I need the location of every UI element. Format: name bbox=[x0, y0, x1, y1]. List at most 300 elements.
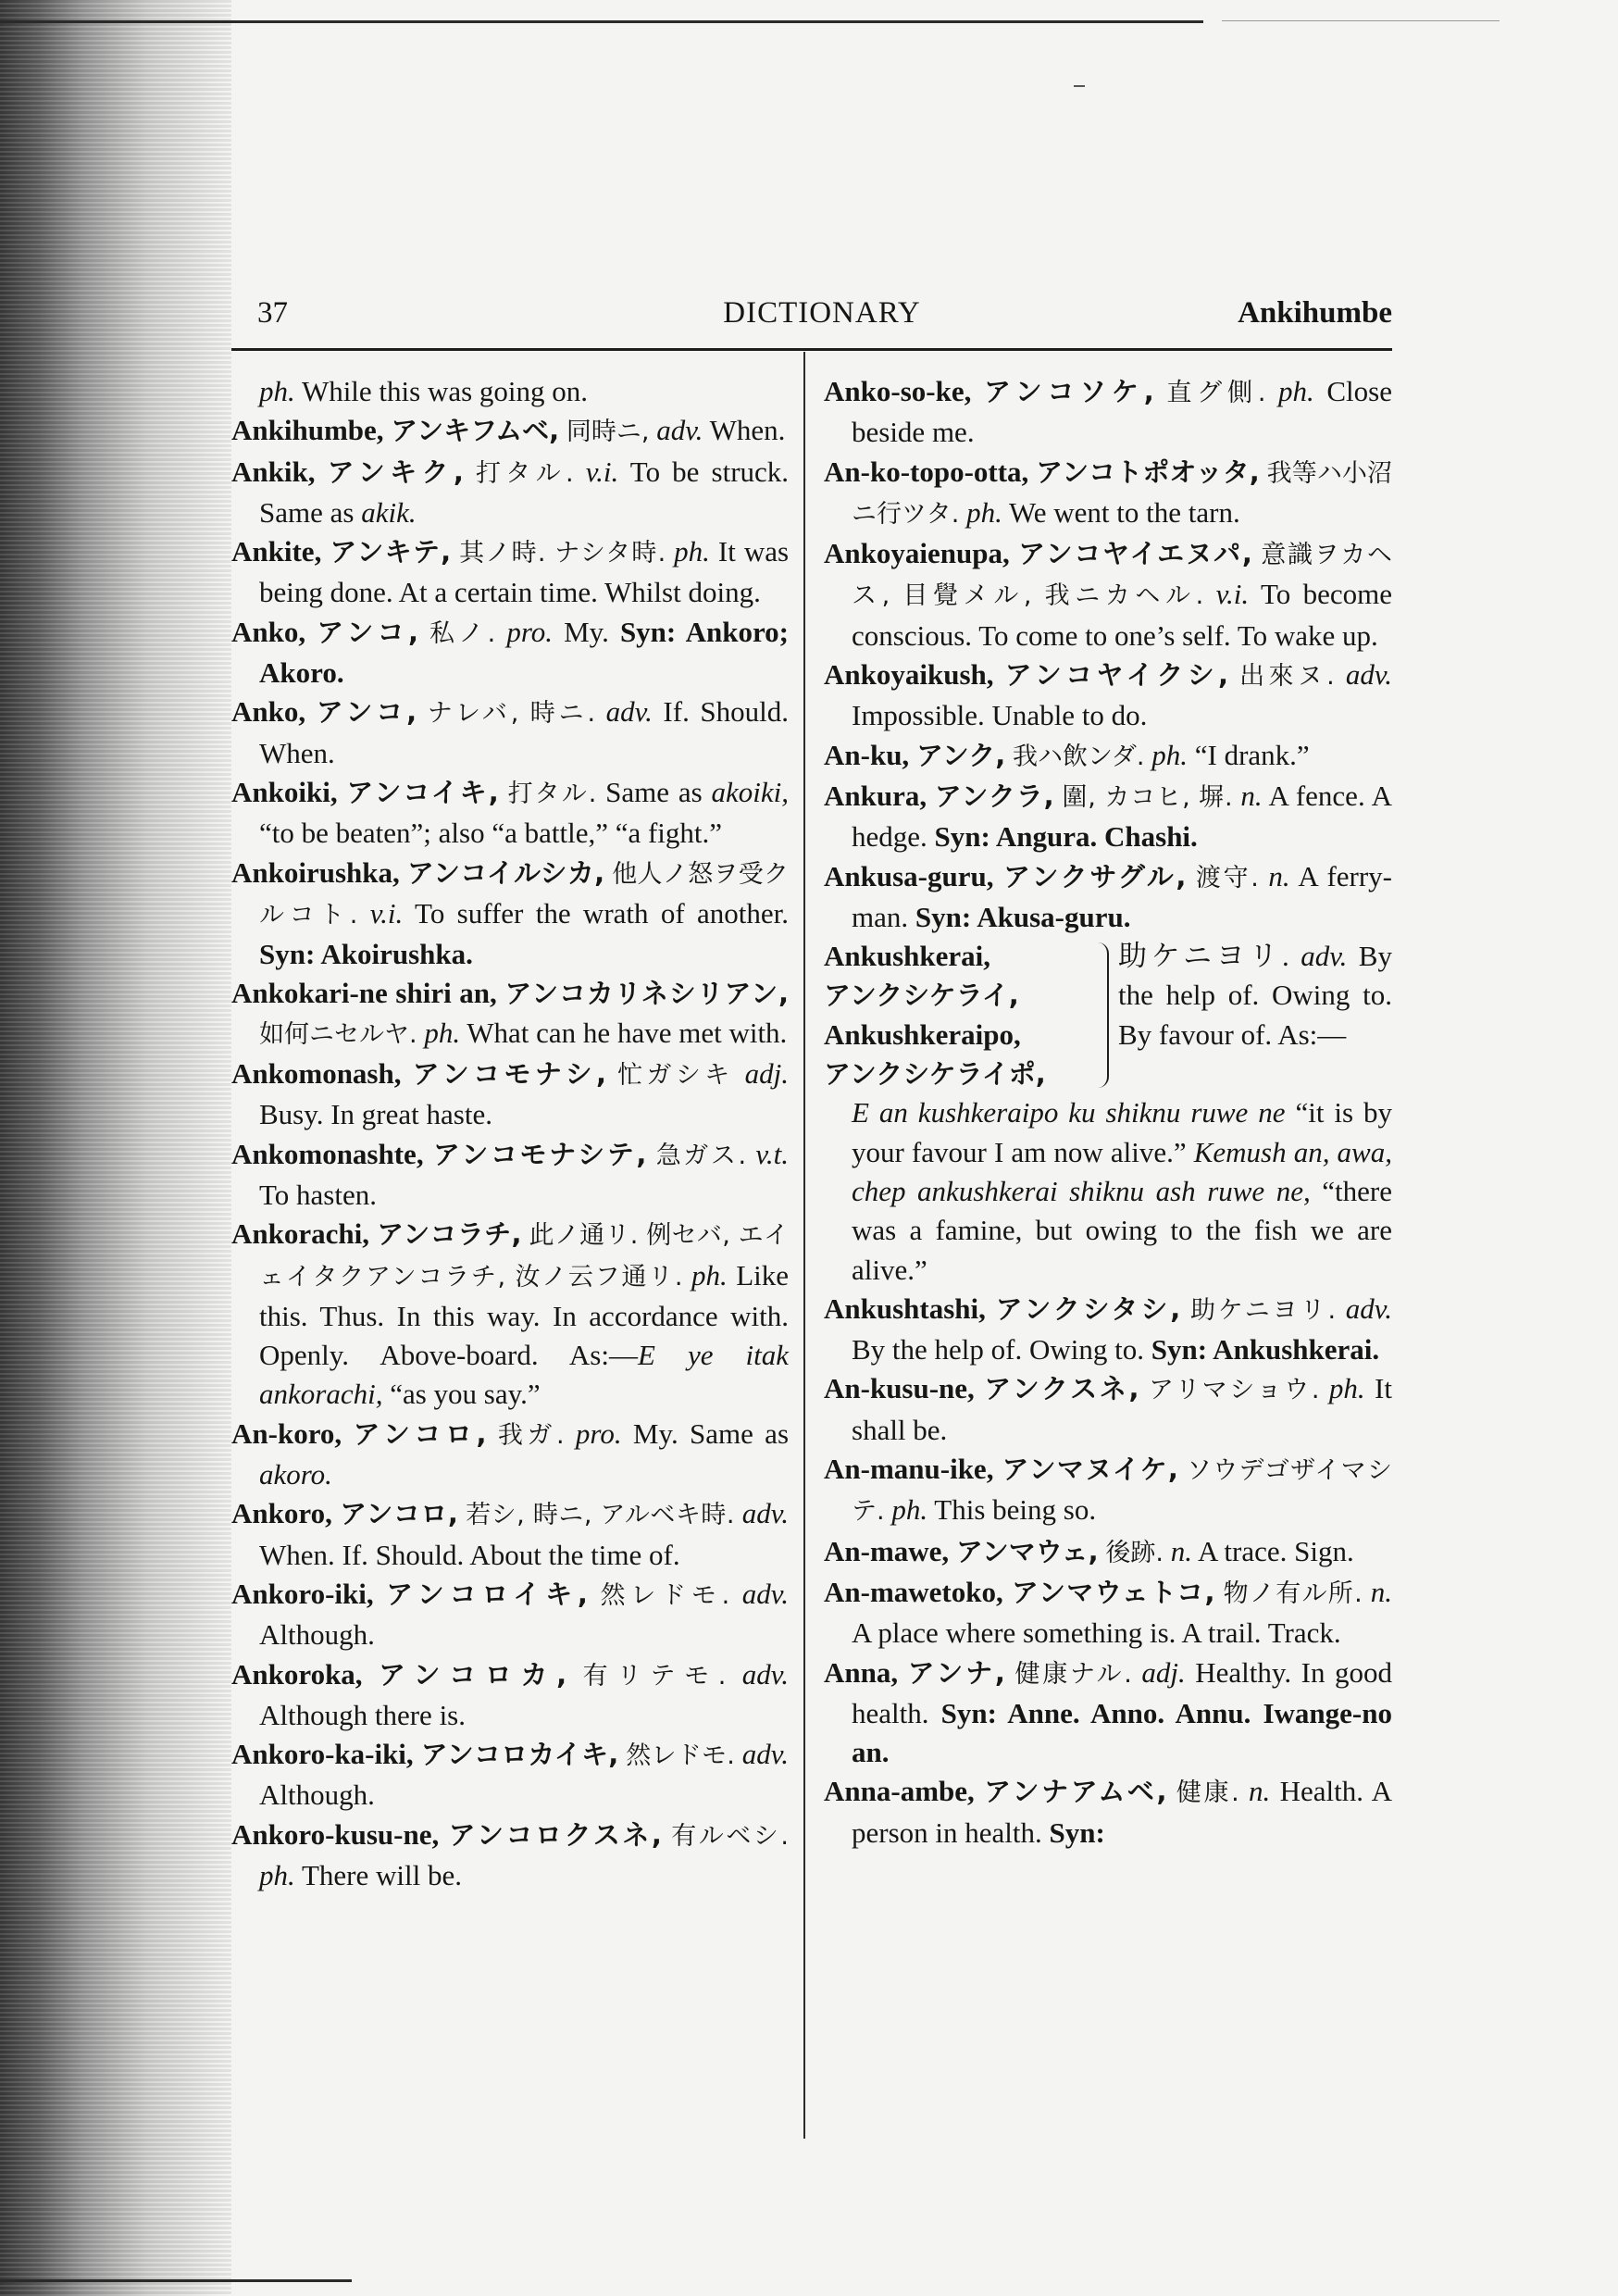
italic-text: v.i. bbox=[585, 455, 619, 488]
japanese-gloss: 我等ハ小沼ニ行ツタ. bbox=[852, 458, 1393, 529]
guide-word: Ankihumbe bbox=[1238, 296, 1392, 330]
japanese-gloss: 有リテモ. bbox=[582, 1661, 727, 1691]
definition-text bbox=[559, 414, 566, 446]
definition-text: Close beside me. bbox=[852, 375, 1392, 449]
japanese-gloss: アリマショウ. bbox=[1149, 1376, 1320, 1405]
definition-text bbox=[1003, 1576, 1012, 1608]
definition-text bbox=[1139, 1372, 1149, 1404]
definition-text bbox=[1239, 1775, 1249, 1807]
dictionary-entry bbox=[231, 411, 789, 452]
japanese-gloss: 圍, カコヒ, 塀. bbox=[1062, 782, 1233, 812]
headword: Ankoyaienupa, bbox=[824, 537, 1010, 570]
definition-text bbox=[315, 455, 327, 488]
dictionary-entry bbox=[824, 534, 1392, 655]
headword: An-mawetoko, bbox=[824, 1575, 1003, 1608]
column-divider bbox=[803, 352, 805, 2139]
scan-bottom-edge bbox=[0, 2279, 352, 2282]
dictionary-entry bbox=[824, 1653, 1392, 1773]
definition-text: Health. A person in health. bbox=[852, 1775, 1393, 1849]
dictionary-entry bbox=[824, 1772, 1392, 1853]
definition-text bbox=[342, 1417, 353, 1450]
definition-text bbox=[1132, 1656, 1142, 1689]
definition-text bbox=[439, 1818, 448, 1851]
dictionary-entry bbox=[231, 1655, 789, 1736]
definition-text bbox=[1028, 455, 1036, 488]
katakana-reading: アンコロイキ, bbox=[386, 1578, 588, 1610]
definition-text bbox=[1178, 1453, 1187, 1485]
italic-text: pro. bbox=[506, 615, 553, 648]
italic-text: adv. bbox=[741, 1657, 789, 1691]
katakana-reading: アンマウェ, bbox=[955, 1535, 1099, 1567]
definition-text bbox=[1203, 578, 1215, 610]
brace-headword-kana: アンクシケライ, bbox=[824, 980, 1019, 1012]
italic-text: v.i. bbox=[369, 896, 404, 930]
japanese-gloss: 後跡. bbox=[1105, 1538, 1164, 1567]
italic-text: ph. bbox=[891, 1493, 928, 1527]
definition-text: “I drank.” bbox=[1187, 738, 1310, 771]
definition-text bbox=[369, 1217, 377, 1250]
definition-text bbox=[499, 776, 508, 808]
headword: Syn: Ankoro; Akoro. bbox=[259, 615, 789, 690]
definition-text bbox=[321, 535, 330, 568]
definition-text bbox=[604, 856, 612, 889]
katakana-reading: アンキク, bbox=[327, 455, 464, 488]
dictionary-entry bbox=[231, 773, 789, 854]
definition-text: A ferry-man. bbox=[852, 859, 1393, 933]
dictionary-entry bbox=[231, 1494, 789, 1575]
katakana-reading: アンコイルシカ, bbox=[406, 856, 605, 889]
italic-text: ph. bbox=[1328, 1372, 1365, 1405]
definition-text bbox=[495, 616, 506, 648]
definition-text: There will be. bbox=[294, 1858, 462, 1891]
header-rule bbox=[231, 348, 1392, 351]
italic-text: ph. bbox=[674, 535, 710, 568]
definition-text bbox=[521, 1217, 529, 1250]
definition-text: “there was a famine, but owing to the fish we are alive.” bbox=[852, 1174, 1393, 1286]
headword: Ankusa-guru, bbox=[824, 859, 994, 892]
japanese-gloss: 我ハ飲ンダ. bbox=[1012, 742, 1145, 771]
right-entry-list-top bbox=[824, 372, 1392, 937]
definition-text bbox=[363, 1658, 379, 1691]
definition-text bbox=[1164, 1535, 1171, 1567]
japanese-gloss: 私ノ. bbox=[429, 618, 496, 648]
italic-text: adv. bbox=[1345, 658, 1393, 692]
japanese-gloss: 出來ヌ. bbox=[1239, 662, 1335, 692]
entry-continuation bbox=[231, 372, 789, 411]
definition-text bbox=[402, 1057, 413, 1090]
scan-top-edge-faint bbox=[1222, 20, 1500, 21]
definition-text: To be struck. Same as bbox=[259, 455, 790, 529]
japanese-gloss: 渡守. bbox=[1195, 863, 1259, 892]
katakana-reading: アンコモナシ, bbox=[412, 1058, 607, 1091]
definition-text bbox=[357, 897, 369, 930]
katakana-reading: アンク, bbox=[915, 739, 1006, 771]
dictionary-entry bbox=[824, 777, 1392, 857]
definition-text bbox=[1005, 1656, 1015, 1689]
right-entry-list-bottom bbox=[824, 1290, 1392, 1853]
katakana-reading: アンコヤイエヌパ, bbox=[1018, 538, 1252, 570]
italic-text: adv. bbox=[741, 1497, 789, 1530]
italic-text: adj. bbox=[744, 1057, 790, 1091]
headword: Ankomonashte, bbox=[231, 1137, 424, 1170]
katakana-reading: アンコヤイクシ, bbox=[1004, 659, 1229, 692]
definition-text: A trace. Sign. bbox=[1191, 1534, 1354, 1567]
italic-text: adv. bbox=[741, 1577, 789, 1610]
katakana-reading: アンコカリネシリアン, bbox=[504, 978, 790, 1010]
italic-text: E ye itak ankorachi, bbox=[259, 1339, 789, 1411]
italic-text: ph. bbox=[259, 1858, 295, 1891]
definition-text bbox=[1180, 1292, 1190, 1325]
definition-text bbox=[418, 616, 429, 648]
headword: Ankoyaikush, bbox=[824, 658, 994, 692]
definition-text bbox=[959, 496, 966, 529]
scan-gutter-shadow bbox=[0, 0, 231, 2296]
italic-text: adv. bbox=[605, 695, 653, 729]
definition-text: It shall be. bbox=[852, 1372, 1392, 1446]
dictionary-entry bbox=[231, 1575, 789, 1655]
definition-text bbox=[1289, 940, 1301, 972]
definition-text: To suffer the wrath of another. bbox=[403, 896, 789, 930]
definition-text: A place where something is. A trail. Track. bbox=[852, 1616, 1341, 1650]
definition-text: “to be beaten”; also “a battle,” “a fight.” bbox=[259, 817, 723, 850]
italic-text: n. bbox=[1240, 779, 1263, 812]
katakana-reading: アンコ, bbox=[316, 696, 417, 729]
katakana-reading: アンコロ, bbox=[353, 1417, 487, 1450]
definition-text: Although there is. bbox=[259, 1698, 466, 1731]
japanese-gloss: 此ノ通リ. 例セバ, エイェイタクアンコラチ, 汝ノ云フ通リ. bbox=[259, 1221, 789, 1292]
brace-headword-kana: アンクシケライポ, bbox=[824, 1058, 1046, 1091]
katakana-reading: アンナアムベ, bbox=[984, 1776, 1167, 1808]
dictionary-entry bbox=[231, 1135, 789, 1216]
definition-text bbox=[332, 1497, 340, 1529]
japanese-gloss: 然レドモ. bbox=[626, 1741, 735, 1771]
brace-definition bbox=[1118, 937, 1392, 1093]
definition-text: Although. bbox=[259, 1778, 375, 1812]
left-entry-list bbox=[231, 372, 789, 1895]
definition-text: To hasten. bbox=[259, 1178, 377, 1211]
running-header bbox=[252, 293, 1392, 337]
definition-text: Impossible. Unable to do. bbox=[852, 699, 1148, 732]
dictionary-entry bbox=[824, 736, 1392, 777]
italic-text: akik. bbox=[361, 495, 417, 529]
definition-text bbox=[1167, 1775, 1176, 1807]
definition-text: It was being done. At a certain time. Whilst doing. bbox=[259, 535, 790, 609]
katakana-reading: アンコロクスネ, bbox=[448, 1818, 662, 1851]
japanese-gloss: ナレバ, 時ニ. bbox=[427, 699, 596, 729]
definition-text bbox=[400, 856, 407, 889]
japanese-gloss: 打タル. bbox=[475, 458, 574, 488]
katakana-reading: アンクサグル, bbox=[1002, 860, 1187, 892]
definition-text bbox=[424, 1138, 433, 1170]
definition-text bbox=[986, 1292, 996, 1325]
scan-speck bbox=[1074, 85, 1085, 87]
headword: Ankushtashi, bbox=[824, 1292, 986, 1325]
japanese-gloss: 直グ側. bbox=[1166, 379, 1266, 407]
headword: Anna, bbox=[824, 1655, 899, 1689]
headword: Ankik, bbox=[231, 455, 316, 488]
headword: Ankura, bbox=[824, 779, 927, 812]
japanese-gloss: 物ノ有ル所. bbox=[1223, 1578, 1363, 1608]
japanese-gloss: 然レドモ. bbox=[600, 1580, 730, 1610]
dictionary-entry bbox=[231, 1735, 789, 1816]
definition-text bbox=[994, 860, 1003, 892]
brace-headword: Ankushkeraipo, bbox=[824, 1017, 1021, 1051]
italic-text: v.i. bbox=[1215, 578, 1250, 611]
scan-top-edge bbox=[0, 20, 1203, 23]
dictionary-entry bbox=[231, 974, 789, 1054]
katakana-reading: アンコイキ, bbox=[346, 776, 499, 808]
definition-text bbox=[1228, 658, 1239, 691]
italic-text: Kemush an, awa, chep ankushkerai shiknu ash ruwe ne, bbox=[852, 1135, 1392, 1207]
dictionary-entry bbox=[231, 613, 789, 693]
definition-text bbox=[487, 1417, 498, 1450]
definition-text bbox=[746, 1138, 755, 1170]
brace-headwords bbox=[824, 937, 1098, 1093]
japanese-gloss: 如何ニセルヤ. bbox=[259, 1019, 417, 1049]
definition-text: Busy. In great haste. bbox=[259, 1098, 492, 1131]
definition-text bbox=[898, 1656, 908, 1689]
katakana-reading: アンコロカ, bbox=[378, 1658, 567, 1691]
katakana-reading: アンナ, bbox=[907, 1656, 1005, 1689]
headword: An-koro, bbox=[231, 1416, 342, 1450]
italic-text: n. bbox=[1249, 1775, 1271, 1808]
definition-text bbox=[666, 535, 674, 568]
dictionary-entry bbox=[824, 1369, 1392, 1450]
headword: Ankoro, bbox=[231, 1497, 332, 1530]
definition-text bbox=[909, 739, 916, 771]
left-column bbox=[231, 372, 789, 1895]
brace-headword: Ankushkerai, bbox=[824, 940, 991, 973]
headword: Ankoro-iki, bbox=[231, 1577, 374, 1610]
japanese-gloss: 急ガス. bbox=[655, 1141, 747, 1170]
page-number: 37 bbox=[257, 296, 288, 330]
japanese-gloss: 助ケニヨリ. bbox=[1118, 940, 1289, 973]
dictionary-entry bbox=[231, 1215, 789, 1414]
dictionary-entry bbox=[824, 857, 1392, 938]
japanese-gloss: 我ガ. bbox=[497, 1420, 565, 1450]
definition-text: My. Same as bbox=[621, 1416, 790, 1450]
definition-text bbox=[682, 1259, 691, 1292]
italic-text: ph. bbox=[966, 495, 1002, 529]
headword: An-mawe, bbox=[824, 1534, 950, 1567]
definition-text bbox=[949, 1535, 956, 1567]
curly-brace bbox=[1098, 942, 1109, 1088]
dictionary-entry bbox=[824, 1450, 1392, 1532]
definition-text: A fence. A hedge. bbox=[852, 779, 1393, 854]
definition-text bbox=[1363, 1576, 1371, 1608]
italic-text: n. bbox=[1170, 1534, 1192, 1567]
headword: Syn: bbox=[1049, 1816, 1105, 1849]
headword: Ankoiki, bbox=[231, 775, 338, 808]
italic-text: adv. bbox=[1301, 940, 1348, 973]
definition-text bbox=[566, 1658, 582, 1691]
definition-text: By the help of. Owing to. bbox=[852, 1333, 1151, 1366]
headword: Ankihumbe, bbox=[231, 414, 384, 447]
dictionary-entry bbox=[231, 693, 789, 773]
definition-text bbox=[993, 1453, 1002, 1485]
right-column bbox=[824, 372, 1392, 1853]
definition-text bbox=[305, 695, 317, 728]
katakana-reading: アンコトポオッタ, bbox=[1036, 455, 1260, 488]
definition-text bbox=[1154, 375, 1167, 407]
katakana-reading: アンキテ, bbox=[330, 536, 452, 568]
definition-text: By the help of. Owing to. By favour of. As:— bbox=[1118, 940, 1392, 1051]
headword: Ankorachi, bbox=[231, 1217, 369, 1251]
headword: Anko-so-ke, bbox=[824, 375, 972, 407]
definition-text bbox=[994, 658, 1005, 691]
japanese-gloss: 若シ, 時ニ, アルベキ時. bbox=[466, 1501, 735, 1530]
katakana-reading: アンコ, bbox=[317, 616, 418, 648]
headword: An-ku, bbox=[824, 738, 910, 771]
italic-text: n. bbox=[1370, 1575, 1393, 1608]
definition-text: When. bbox=[703, 414, 786, 447]
definition-text: If. Should. When. bbox=[259, 695, 790, 769]
definition-text bbox=[606, 1057, 617, 1090]
definition-text bbox=[1265, 375, 1278, 407]
definition-text: While this was going on. bbox=[294, 375, 589, 407]
italic-text: adj. bbox=[1141, 1655, 1186, 1689]
headword: Syn: Akoirushka. bbox=[259, 938, 473, 971]
definition-text: This being so. bbox=[927, 1493, 1097, 1527]
katakana-reading: アンマヌイケ, bbox=[1002, 1454, 1178, 1486]
italic-text: adv. bbox=[741, 1738, 789, 1771]
headword: Ankomonash, bbox=[231, 1057, 402, 1091]
definition-text bbox=[971, 375, 984, 407]
dictionary-entry bbox=[231, 854, 789, 975]
definition-text: To become conscious. To come to one’s self. To wake up. bbox=[852, 578, 1392, 652]
definition-text bbox=[338, 776, 347, 808]
headword: Syn: Anne. Anno. Annu. Iwange-no an. bbox=[852, 1696, 1393, 1769]
italic-text: adv. bbox=[1345, 1292, 1393, 1325]
definition-text bbox=[374, 1578, 387, 1610]
italic-text: akoiki, bbox=[711, 775, 790, 808]
japanese-gloss: 忙ガシキ bbox=[617, 1061, 734, 1091]
headword: Ankite, bbox=[231, 535, 322, 568]
definition-text: When. If. Should. About the time of. bbox=[259, 1538, 680, 1571]
headword: Ankoro-ka-iki, bbox=[231, 1738, 414, 1771]
definition-text bbox=[565, 1417, 576, 1450]
headword: Anko, bbox=[231, 615, 306, 648]
definition-text bbox=[588, 1578, 601, 1610]
headword: An-manu-ike, bbox=[824, 1453, 994, 1486]
japanese-gloss: 有ルベシ. bbox=[671, 1821, 789, 1851]
dictionary-entry bbox=[231, 1054, 789, 1135]
dictionary-entry bbox=[231, 1816, 789, 1896]
headword: Syn: Akusa-guru. bbox=[915, 900, 1131, 933]
dictionary-entry bbox=[824, 1290, 1392, 1370]
katakana-reading: アンコロカイキ, bbox=[420, 1739, 619, 1771]
italic-text: ph. bbox=[424, 1016, 461, 1049]
headword: Ankoirushka, bbox=[231, 855, 400, 889]
definition-text bbox=[595, 695, 606, 728]
definition-text: Same as bbox=[596, 775, 712, 808]
definition-text: “as you say.” bbox=[382, 1378, 541, 1411]
japanese-gloss: 打タル. bbox=[507, 779, 597, 808]
definition-text bbox=[1010, 537, 1018, 569]
definition-text bbox=[729, 1578, 742, 1610]
definition-text: We went to the tarn. bbox=[1002, 495, 1240, 529]
definition-text bbox=[458, 1497, 466, 1529]
definition-text: “it is by your favour I am now alive.” bbox=[852, 1096, 1392, 1168]
definition-text bbox=[1215, 1576, 1224, 1608]
definition-text bbox=[574, 455, 586, 488]
katakana-reading: アンクシタシ, bbox=[995, 1292, 1181, 1325]
japanese-gloss: 助ケニヨリ. bbox=[1189, 1295, 1337, 1325]
dictionary-entry bbox=[824, 655, 1392, 736]
definition-text bbox=[735, 1497, 742, 1529]
definition-text bbox=[414, 1738, 421, 1770]
definition-text bbox=[646, 1138, 655, 1170]
katakana-reading: アンマウェトコ, bbox=[1011, 1576, 1215, 1608]
definition-text bbox=[735, 1738, 742, 1770]
page-title: DICTIONARY bbox=[723, 296, 921, 330]
dictionary-entry bbox=[231, 1415, 789, 1495]
katakana-reading: アンコモナシテ, bbox=[432, 1138, 647, 1170]
definition-text bbox=[1319, 1372, 1328, 1404]
japanese-gloss: ソウデゴザイマシテ. bbox=[852, 1456, 1393, 1527]
definition-text bbox=[1335, 658, 1346, 691]
dictionary-entry bbox=[824, 453, 1392, 535]
dictionary-entry bbox=[824, 1532, 1392, 1573]
definition-text bbox=[975, 1372, 984, 1404]
definition-text bbox=[662, 1818, 671, 1851]
italic-text: n. bbox=[1268, 859, 1290, 892]
definition-text bbox=[464, 455, 476, 488]
japanese-gloss: 他人ノ怒ヲ受クルコト. bbox=[259, 859, 789, 930]
definition-text bbox=[305, 616, 317, 648]
italic-text: ph. bbox=[259, 375, 295, 407]
italic-text: v.t. bbox=[755, 1137, 789, 1170]
definition-text bbox=[1336, 1292, 1346, 1325]
definition-text bbox=[975, 1775, 984, 1807]
headword: Ankoroka, bbox=[231, 1657, 363, 1691]
katakana-reading: アンコソケ, bbox=[983, 376, 1154, 407]
italic-text: E an kushkeraipo ku shiknu ruwe ne bbox=[852, 1096, 1286, 1129]
katakana-reading: アンコラチ, bbox=[377, 1218, 522, 1251]
definition-text bbox=[417, 695, 428, 728]
dictionary-entry bbox=[231, 532, 789, 613]
definition-text bbox=[451, 535, 459, 568]
dictionary-entry bbox=[231, 453, 789, 533]
headword: Anko, bbox=[231, 695, 306, 729]
definition-text bbox=[1252, 537, 1261, 569]
definition-text: Healthy. In good health. bbox=[852, 1655, 1393, 1729]
brace-entry bbox=[824, 937, 1392, 1093]
japanese-gloss: 其ノ時. ナシタ時. bbox=[459, 539, 666, 568]
definition-text bbox=[734, 1057, 745, 1090]
definition-text: What can he have met with. bbox=[460, 1016, 788, 1049]
definition-text bbox=[1233, 780, 1241, 812]
headword: Syn: Ankushkerai. bbox=[1151, 1333, 1380, 1366]
definition-text: Like this. Thus. In this way. In accordance with. Openly. Above-board. As:— bbox=[259, 1258, 790, 1372]
headword: An-ko-topo-otta, bbox=[824, 455, 1029, 488]
definition-text bbox=[1259, 860, 1268, 892]
headword: Anna-ambe, bbox=[824, 1775, 975, 1808]
katakana-reading: アンクラ, bbox=[934, 780, 1054, 812]
japanese-gloss: 健康. bbox=[1176, 1778, 1239, 1808]
katakana-reading: アンクスネ, bbox=[984, 1373, 1139, 1405]
definition-text bbox=[726, 1658, 741, 1691]
headword: Ankokari-ne shiri an, bbox=[231, 977, 497, 1010]
definition-text bbox=[1005, 739, 1013, 771]
italic-text: pro. bbox=[575, 1416, 622, 1450]
japanese-gloss: 同時ニ, bbox=[566, 418, 650, 447]
definition-text bbox=[1260, 455, 1267, 488]
italic-text: ph. bbox=[1278, 375, 1314, 407]
japanese-gloss: 意識ヲカヘス, 目覺メル, 我ニカヘル. bbox=[852, 541, 1393, 611]
dictionary-entry bbox=[824, 1573, 1392, 1653]
italic-text: ph. bbox=[1151, 738, 1188, 771]
